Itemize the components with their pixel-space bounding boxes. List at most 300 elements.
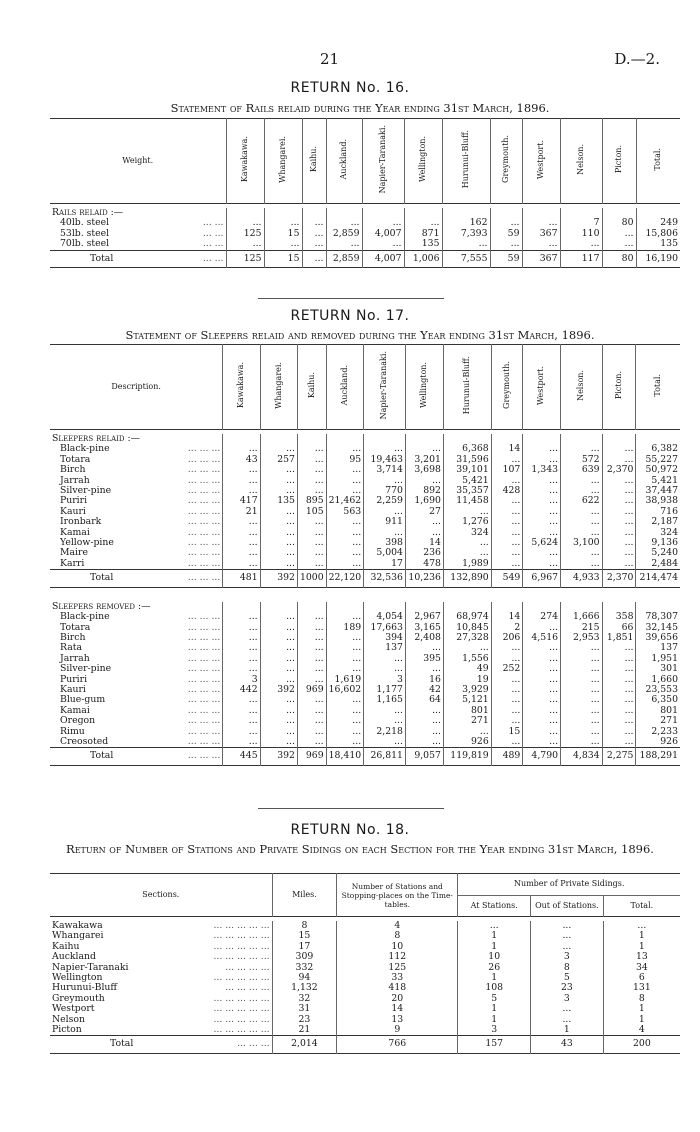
cell-value: ...	[364, 706, 406, 716]
cell-value: 398	[364, 538, 406, 548]
total-value: 125	[226, 250, 264, 267]
cell-value: 14	[491, 444, 523, 454]
cell-value: ...	[364, 716, 406, 726]
row-dots: ... ... ... ... ...	[213, 972, 270, 984]
cell-value: 9	[337, 1025, 458, 1036]
cell-value: ...	[405, 643, 443, 653]
cell-value: 14	[491, 612, 523, 622]
cell-value: ...	[223, 538, 260, 548]
cell-value: 252	[491, 664, 523, 674]
cell-value: ...	[405, 476, 443, 486]
row-dots: ... ...	[202, 217, 224, 229]
column-header	[364, 345, 406, 430]
table-row	[50, 476, 680, 486]
column-header	[560, 119, 602, 204]
cell-value: ...	[561, 716, 603, 726]
cell-value: ...	[260, 517, 297, 527]
row-label-text: Blue-gum	[60, 694, 106, 706]
total-value: 117	[560, 250, 602, 267]
column-header-stations: Number of Stations and Stopping-places on the Time-tables.	[337, 874, 458, 917]
total-value: 22,120	[326, 570, 364, 587]
cell-value: ...	[297, 476, 326, 486]
cell-value: ...	[531, 942, 604, 952]
header-row	[50, 345, 680, 430]
cell-value: 5,624	[523, 538, 561, 548]
total-row	[50, 1036, 680, 1053]
cell-value: 716	[636, 507, 680, 517]
cell-value: 324	[443, 528, 491, 538]
cell-value: ...	[302, 218, 326, 228]
cell-value: ...	[491, 507, 523, 517]
row-dots: ... ... ... ... ...	[213, 930, 270, 942]
cell-value: ...	[561, 486, 603, 496]
row-dots: ... ... ...	[187, 725, 221, 737]
cell-value: ...	[223, 727, 260, 737]
cell-value: 895	[297, 496, 326, 506]
cell-value: ...	[561, 559, 603, 570]
column-header-label: Greymouth.	[500, 135, 510, 184]
row-label-text: Whangarei	[52, 930, 104, 942]
cell-value: ...	[491, 685, 523, 695]
cell-value: ...	[405, 517, 443, 527]
cell-value: 215	[561, 623, 603, 633]
table-row	[50, 538, 680, 548]
cell-value: ...	[364, 507, 406, 517]
cell-value: ...	[602, 517, 636, 527]
cell-value: ...	[326, 559, 364, 570]
total-row	[50, 570, 680, 587]
column-header	[362, 119, 404, 204]
return-18-table	[50, 873, 680, 1054]
cell-value: ...	[491, 737, 523, 748]
cell-value: ...	[602, 496, 636, 506]
cell-value: 428	[491, 486, 523, 496]
cell-value: 2,953	[561, 633, 603, 643]
row-dots: ... ... ...	[187, 715, 221, 727]
row-dots: ... ... ...	[187, 464, 221, 476]
cell-value: ...	[364, 664, 406, 674]
cell-value: 35,357	[443, 486, 491, 496]
cell-value: ...	[326, 239, 362, 250]
total-value: 2,370	[602, 570, 636, 587]
total-value: 188,291	[636, 748, 680, 765]
cell-value: 1	[603, 1004, 680, 1014]
row-dots: ... ...	[202, 227, 224, 239]
total-value: 59	[490, 250, 522, 267]
row-label-text: 70lb. steel	[60, 238, 110, 250]
cell-value: ...	[602, 528, 636, 538]
cell-value: 50,972	[636, 465, 680, 475]
cell-value: 20	[337, 994, 458, 1004]
cell-value: 68,974	[443, 612, 491, 622]
cell-value: ...	[326, 218, 362, 228]
cell-value: 6,368	[443, 444, 491, 454]
cell-value: 135	[636, 239, 680, 250]
table-row	[50, 942, 680, 952]
total-value: 6,967	[523, 570, 561, 587]
row-dots: ... ... ...	[187, 683, 221, 695]
row-dots: ... ... ...	[187, 557, 221, 569]
cell-value: ...	[326, 444, 364, 454]
total-value: 214,474	[636, 570, 680, 587]
cell-value: ...	[523, 528, 561, 538]
row-label-text: 53lb. steel	[60, 227, 110, 239]
cell-value: ...	[405, 737, 443, 748]
cell-value: ...	[531, 1004, 604, 1014]
column-header	[522, 119, 560, 204]
cell-value: ...	[523, 496, 561, 506]
cell-value: 236	[405, 548, 443, 558]
cell-value: 1,666	[561, 612, 603, 622]
cell-value: 31,596	[443, 455, 491, 465]
cell-value: ...	[297, 675, 326, 685]
column-header	[264, 119, 302, 204]
table-row	[50, 664, 680, 674]
cell-value: 622	[561, 496, 603, 506]
total-value: 549	[491, 570, 523, 587]
cell-value: ...	[491, 716, 523, 726]
cell-value: ...	[531, 1015, 604, 1025]
total-value: 766	[337, 1036, 458, 1053]
total-value: 15	[264, 250, 302, 267]
cell-value: ...	[297, 528, 326, 538]
cell-value: 14	[405, 538, 443, 548]
column-header-label: Hurunui-Bluff.	[460, 130, 470, 189]
return-16-title: RETURN No. 16.	[290, 80, 410, 96]
cell-value: 16,602	[326, 685, 364, 695]
cell-value: ...	[458, 921, 531, 931]
cell-value: ...	[491, 675, 523, 685]
cell-value: ...	[561, 685, 603, 695]
cell-value: ...	[405, 528, 443, 538]
cell-value: ...	[326, 465, 364, 475]
cell-value: 80	[602, 218, 636, 228]
table-row	[50, 612, 680, 622]
cell-value: 801	[636, 706, 680, 716]
cell-value: 418	[337, 983, 458, 993]
cell-value: 926	[443, 737, 491, 748]
cell-value: ...	[297, 548, 326, 558]
cell-value: 2,259	[364, 496, 406, 506]
cell-value: ...	[523, 623, 561, 633]
cell-value: ...	[523, 664, 561, 674]
row-label-text: Black-pine	[60, 443, 110, 455]
cell-value: ...	[223, 695, 260, 705]
column-header-label: Nelson.	[575, 143, 585, 175]
cell-value: ...	[491, 559, 523, 570]
cell-value: 10,845	[443, 623, 491, 633]
cell-value: ...	[326, 633, 364, 643]
table-row	[50, 931, 680, 941]
cell-value: ...	[602, 716, 636, 726]
cell-value: 309	[272, 952, 337, 962]
cell-value: ...	[491, 654, 523, 664]
row-dots: ... ...	[202, 238, 224, 250]
cell-value: 94	[272, 973, 337, 983]
cell-value: ...	[523, 507, 561, 517]
cell-value: ...	[326, 528, 364, 538]
column-header	[405, 345, 443, 430]
row-dots: ... ...	[202, 252, 224, 264]
cell-value: 112	[337, 952, 458, 962]
cell-value: ...	[297, 444, 326, 454]
cell-value: ...	[226, 218, 264, 228]
cell-value: 1	[603, 1015, 680, 1025]
cell-value: 16	[405, 675, 443, 685]
table-row	[50, 643, 680, 653]
return-17-title: RETURN No. 17.	[290, 308, 410, 324]
row-dots: ... ... ...	[187, 673, 221, 685]
cell-value: ...	[297, 538, 326, 548]
row-dots: ... ... ... ...	[225, 982, 270, 994]
cell-value: ...	[602, 727, 636, 737]
return-18-subtitle: Return of Number of Stations and Private Sidings on each Section for the Year ending 31st March, 1896.	[66, 842, 654, 856]
total-value: 4,834	[561, 748, 603, 765]
section-label: Rails relaid :—	[52, 207, 124, 218]
cell-value: 7	[560, 218, 602, 228]
cell-value: 135	[260, 496, 297, 506]
cell-value: ...	[561, 654, 603, 664]
cell-value: 8	[337, 931, 458, 941]
row-dots: ... ... ... ... ...	[213, 951, 270, 963]
column-header-label: Kawakawa.	[239, 136, 249, 183]
row-dots: ... ... ...	[237, 1038, 270, 1050]
cell-value: ...	[491, 538, 523, 548]
cell-value: 162	[442, 218, 490, 228]
total-value: 4,933	[561, 570, 603, 587]
cell-value: 23,553	[636, 685, 680, 695]
cell-value: 15	[491, 727, 523, 737]
total-label-text: Total	[90, 252, 114, 264]
row-dots: ... ... ...	[187, 694, 221, 706]
column-header	[226, 119, 264, 204]
cell-value: 770	[364, 486, 406, 496]
cell-value: 563	[326, 507, 364, 517]
column-header-miles: Miles.	[272, 874, 337, 917]
cell-value: ...	[602, 664, 636, 674]
column-header-label: Whangarei.	[277, 135, 287, 183]
cell-value: ...	[264, 218, 302, 228]
return-17-subtitle: Statement of Sleepers relaid and removed during the Year ending 31st March, 1896.	[125, 328, 595, 342]
cell-value: 108	[458, 983, 531, 993]
cell-value: 206	[491, 633, 523, 643]
total-value: 2,014	[272, 1036, 337, 1053]
row-dots: ... ... ...	[187, 750, 221, 762]
cell-value: ...	[223, 716, 260, 726]
cell-value: ...	[602, 476, 636, 486]
total-value: 200	[603, 1036, 680, 1053]
cell-value: 1	[458, 931, 531, 941]
cell-value: ...	[561, 664, 603, 674]
cell-value: ...	[405, 664, 443, 674]
cell-value: 27,328	[443, 633, 491, 643]
cell-value: ...	[223, 633, 260, 643]
cell-value: 32,145	[636, 623, 680, 633]
row-label-text: Jarrah	[60, 652, 90, 664]
column-header	[561, 345, 603, 430]
cell-value: 3,714	[364, 465, 406, 475]
cell-value: 271	[443, 716, 491, 726]
row-dots: ... ... ...	[187, 631, 221, 643]
column-header-label: Westport.	[536, 365, 546, 405]
row-label-text: 40lb. steel	[60, 217, 110, 229]
cell-value: 639	[561, 465, 603, 475]
column-header	[490, 119, 522, 204]
cell-value: 1,343	[523, 465, 561, 475]
cell-value: ...	[602, 706, 636, 716]
column-header	[302, 119, 326, 204]
cell-value: ...	[523, 643, 561, 653]
row-dots: ... ... ... ... ...	[213, 1024, 270, 1036]
cell-value: ...	[260, 548, 297, 558]
cell-value: 15	[264, 229, 302, 239]
cell-value: 5,421	[636, 476, 680, 486]
cell-value: ...	[326, 654, 364, 664]
cell-value: 6	[603, 973, 680, 983]
cell-value: ...	[602, 643, 636, 653]
spacer-row	[50, 587, 680, 602]
cell-value: 3	[458, 1025, 531, 1036]
cell-value: ...	[561, 737, 603, 748]
section-row	[50, 434, 680, 444]
section-label: Sleepers relaid :—	[52, 433, 140, 444]
cell-value: 478	[405, 559, 443, 570]
row-label-text: Auckland	[52, 951, 96, 963]
column-header-label: Wellington.	[419, 362, 429, 409]
spacer	[50, 587, 680, 602]
cell-value: 442	[223, 685, 260, 695]
column-header	[297, 345, 326, 430]
cell-value: 66	[602, 623, 636, 633]
return-18-title: RETURN No. 18.	[290, 822, 410, 838]
cell-value: 5,121	[443, 695, 491, 705]
cell-value: 3,201	[405, 455, 443, 465]
column-header-label: Auckland.	[338, 139, 348, 180]
cell-value: ...	[602, 654, 636, 664]
cell-value: ...	[260, 716, 297, 726]
row-dots: ... ... ...	[187, 652, 221, 664]
cell-value: 8	[272, 921, 337, 931]
row-label-text: Ironbark	[60, 516, 102, 528]
row-dots: ... ... ...	[187, 474, 221, 486]
table-row	[50, 496, 680, 506]
row-dots: ... ... ... ... ...	[213, 920, 270, 931]
cell-value: ...	[491, 695, 523, 705]
row-label-text: Greymouth	[52, 992, 105, 1004]
column-header	[636, 119, 680, 204]
column-header	[326, 119, 362, 204]
cell-value: ...	[223, 548, 260, 558]
row-dots: ... ... ... ...	[225, 961, 270, 973]
cell-value: ...	[364, 737, 406, 748]
cell-value: ...	[443, 507, 491, 517]
row-label-text: Silver-pine	[60, 485, 112, 497]
cell-value: 926	[636, 737, 680, 748]
cell-value: ...	[405, 716, 443, 726]
total-value: ...	[302, 250, 326, 267]
row-label-text: Kauri	[60, 505, 86, 517]
cell-value: 332	[272, 963, 337, 973]
total-label-text: Total	[90, 750, 114, 762]
cell-value: ...	[490, 239, 522, 250]
cell-value: 8	[603, 994, 680, 1004]
row-label-text: Napier-Taranaki	[52, 961, 129, 973]
section-row	[50, 208, 680, 218]
total-value: 969	[297, 748, 326, 765]
cell-value: ...	[223, 465, 260, 475]
cell-value: 137	[364, 643, 406, 653]
cell-value: 6,382	[636, 444, 680, 454]
table-row	[50, 633, 680, 643]
total-value: 132,890	[443, 570, 491, 587]
cell-value: 137	[636, 643, 680, 653]
cell-value: 2,370	[602, 465, 636, 475]
cell-value: ...	[602, 675, 636, 685]
cell-value: ...	[523, 559, 561, 570]
return-16-table	[50, 118, 680, 268]
cell-value: 3	[223, 675, 260, 685]
cell-value: ...	[297, 517, 326, 527]
cell-value: 21	[223, 507, 260, 517]
cell-value: 95	[326, 455, 364, 465]
cell-value: 1	[531, 1025, 604, 1036]
column-header: At Stations.	[458, 895, 531, 917]
cell-value: ...	[326, 517, 364, 527]
cell-value: ...	[297, 612, 326, 622]
cell-value: ...	[362, 218, 404, 228]
table-row	[50, 507, 680, 517]
cell-value: 572	[561, 455, 603, 465]
cell-value: 39,656	[636, 633, 680, 643]
column-header	[602, 119, 636, 204]
cell-value: 23	[272, 1015, 337, 1025]
cell-value: ...	[223, 559, 260, 570]
row-dots: ... ... ... ... ...	[213, 992, 270, 1004]
cell-value: ...	[326, 706, 364, 716]
cell-value: 5,004	[364, 548, 406, 558]
cell-value: 4,007	[362, 229, 404, 239]
cell-value: 49	[443, 664, 491, 674]
cell-value: 17,663	[364, 623, 406, 633]
row-dots: ... ... ... ... ...	[213, 940, 270, 952]
table-row	[50, 465, 680, 475]
cell-value: 135	[404, 239, 442, 250]
cell-value: ...	[561, 444, 603, 454]
cell-value: ...	[602, 486, 636, 496]
row-label-text: Westport	[52, 1003, 95, 1015]
row-label-text: Silver-pine	[60, 663, 112, 675]
cell-value: ...	[260, 507, 297, 517]
column-header-label: Kawakawa.	[236, 362, 246, 409]
cell-value: 2	[491, 623, 523, 633]
row-label-text: Rata	[60, 642, 83, 654]
cell-value: 5,240	[636, 548, 680, 558]
cell-value: 107	[491, 465, 523, 475]
table-row	[50, 654, 680, 664]
cell-value: ...	[260, 727, 297, 737]
row-label-text: Karri	[60, 557, 85, 569]
cell-value: 15,806	[636, 229, 680, 239]
table-row	[50, 737, 680, 748]
cell-value: ...	[297, 654, 326, 664]
total-row	[50, 250, 680, 267]
cell-value: ...	[602, 239, 636, 250]
table-row	[50, 952, 680, 962]
row-label-text: Puriri	[60, 495, 88, 507]
section-divider	[258, 298, 444, 299]
cell-value: ...	[602, 695, 636, 705]
cell-value: ...	[561, 476, 603, 486]
